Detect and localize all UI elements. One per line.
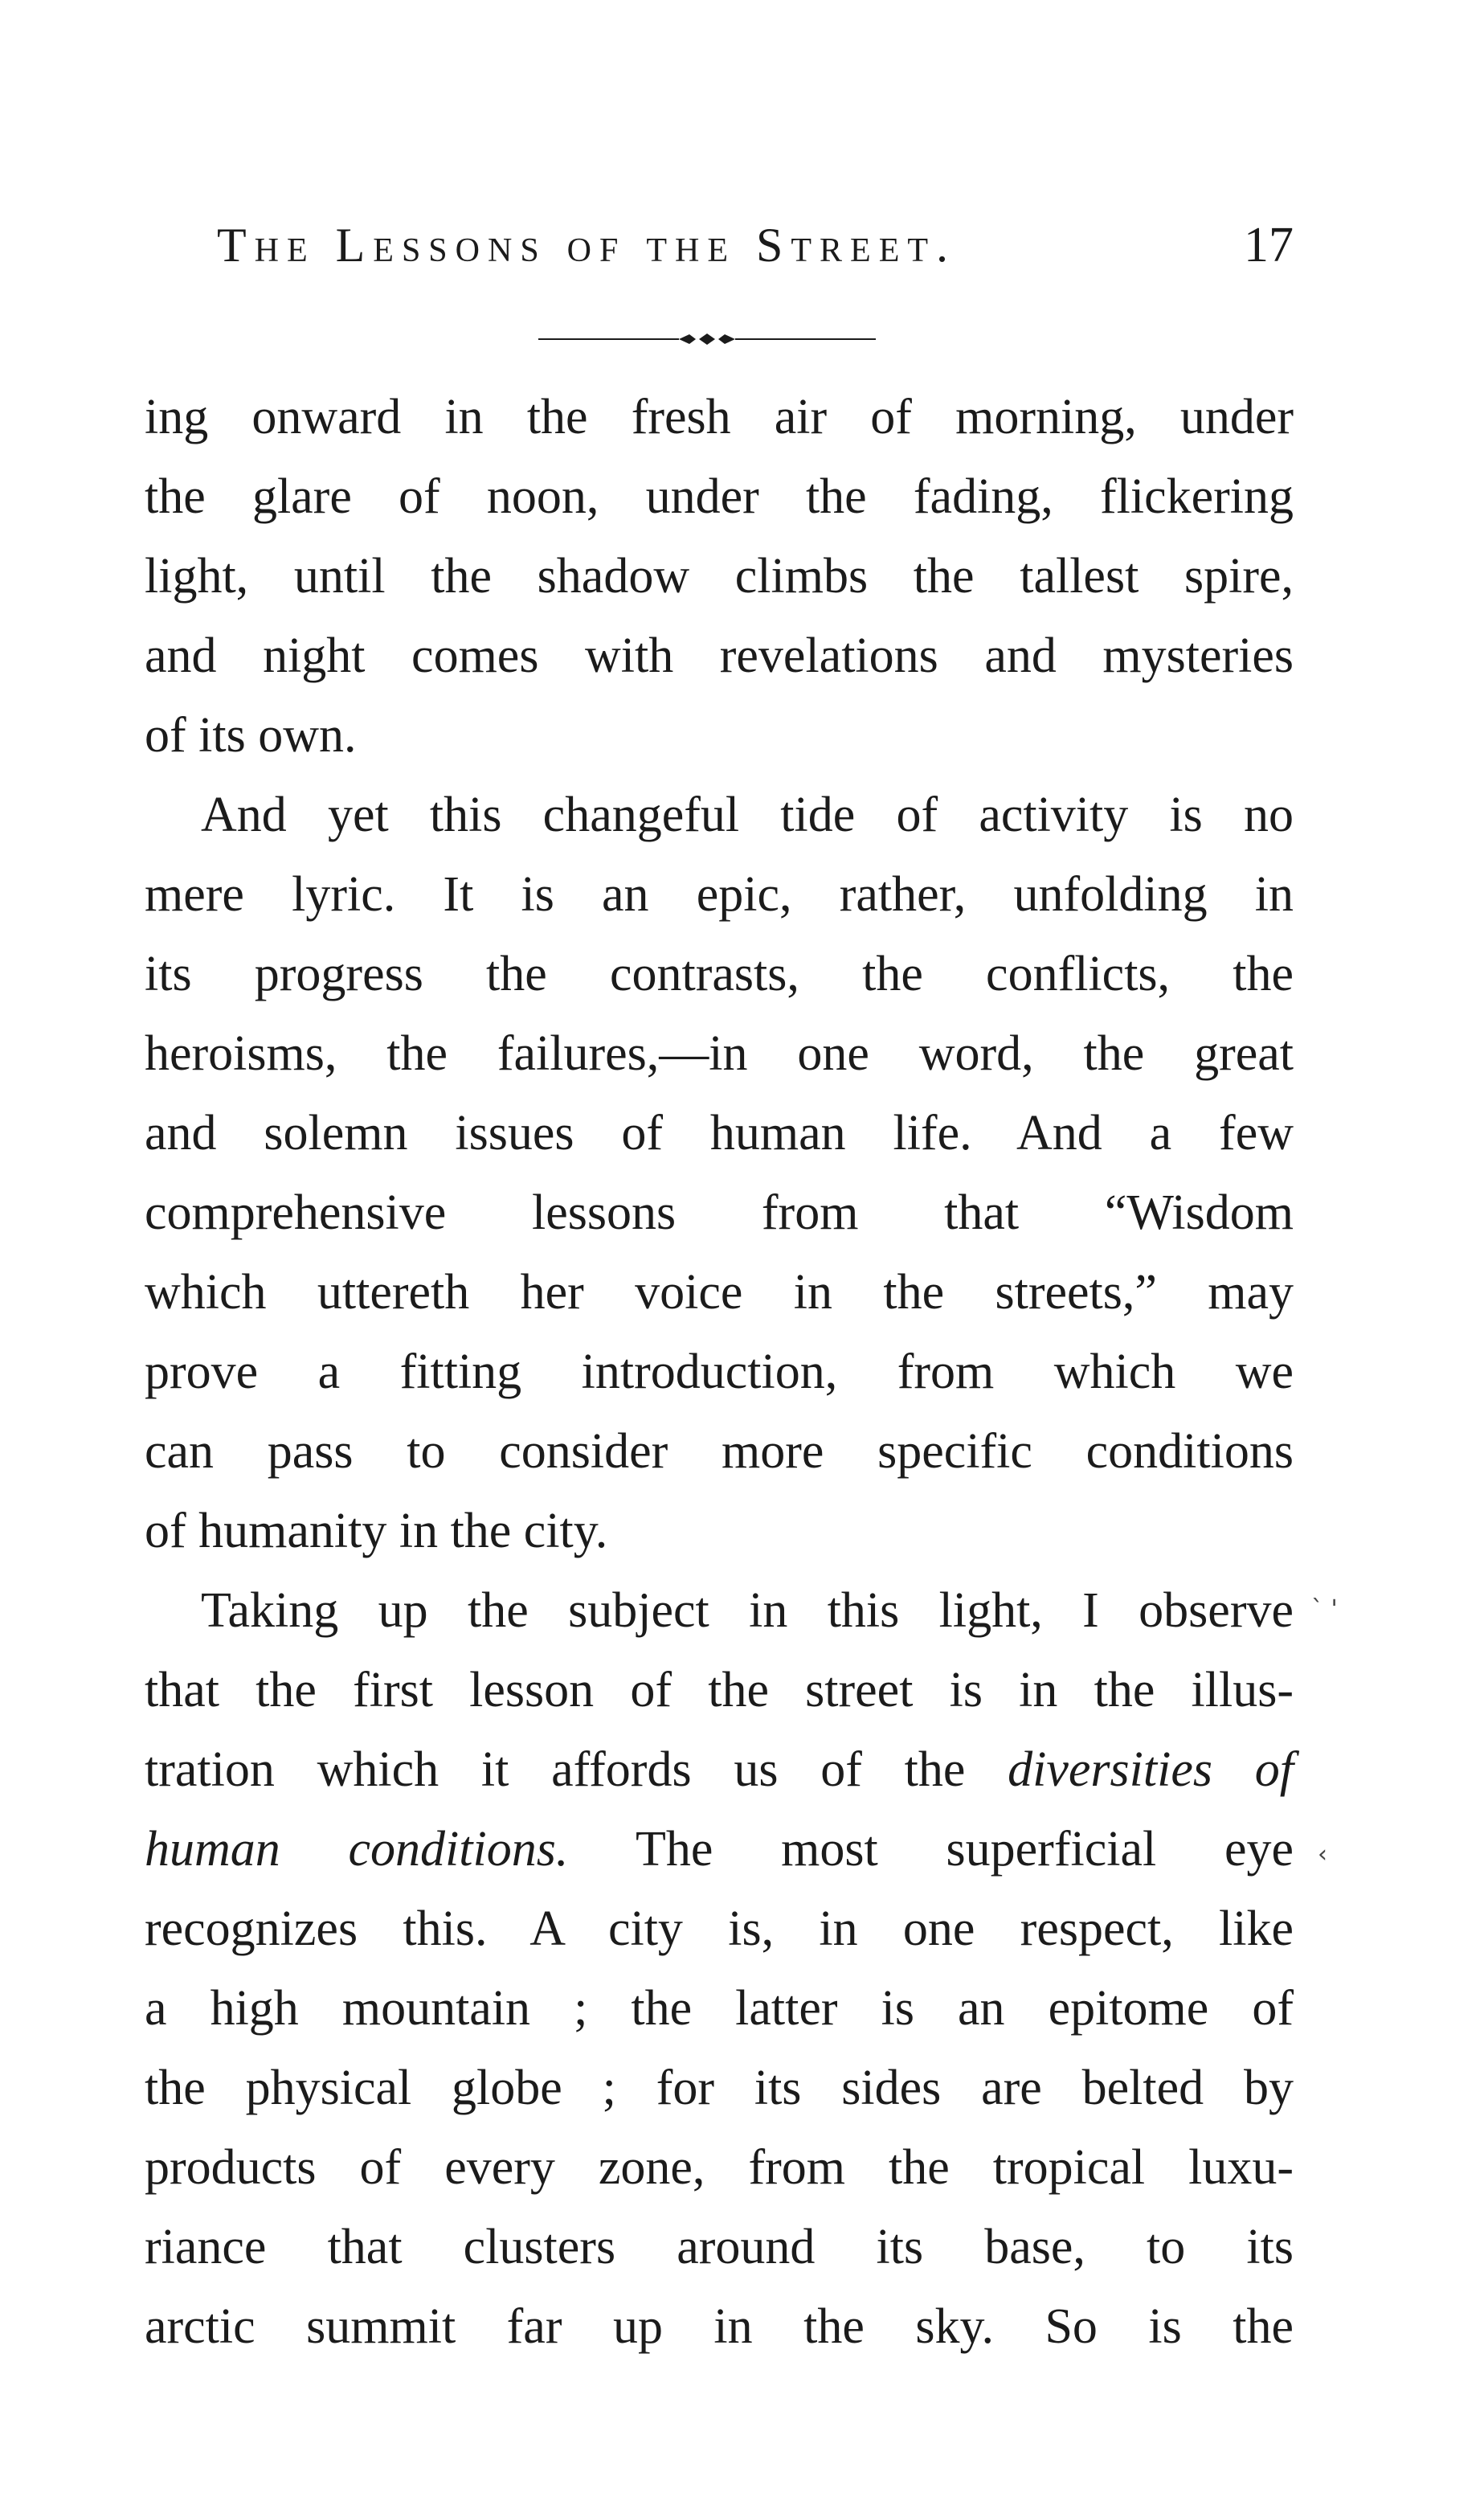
header-ornament-rule	[538, 331, 876, 347]
text-line: heroisms, the failures,—in one word, the great	[145, 1026, 1294, 1081]
running-head	[217, 217, 1294, 274]
text-line: comprehensive lessons from that “Wisdom	[145, 1185, 1294, 1240]
text-line: its progress the contrasts, the conflicts, the	[145, 947, 1294, 1001]
text-line: riance that clusters around its base, to its	[145, 2220, 1294, 2274]
margin-speck: ‹	[1318, 1840, 1327, 1869]
text-line: of its own.	[145, 708, 357, 763]
running-head-title: The Lessons of the Street.	[217, 219, 957, 272]
text-line: the glare of noon, under the fading, flickering	[145, 469, 1294, 524]
text-segment: The most superficial eye	[568, 1822, 1294, 1877]
text-line: prove a fitting introduction, from which we	[145, 1345, 1294, 1399]
margin-speck: ` '	[1311, 1595, 1338, 1623]
text-segment: tration which it affords us of the	[145, 1742, 1008, 1797]
text-line: ing onward in the fresh air of morning, under	[145, 390, 1294, 444]
text-line-mixed	[145, 1730, 1294, 1810]
text-line: and solemn issues of human life. And a few	[145, 1106, 1294, 1160]
body-text	[145, 378, 1294, 2367]
text-line: mere lyric. It is an epic, rather, unfolding in	[145, 867, 1294, 922]
text-line: products of every zone, from the tropical luxu-	[145, 2140, 1294, 2195]
text-line: the physical globe ; for its sides are belted by	[145, 2061, 1294, 2115]
text-line: can pass to consider more specific conditions	[145, 1424, 1294, 1479]
text-line-mixed	[145, 1810, 1294, 1889]
text-line: light, until the shadow climbs the tallest spire,	[145, 549, 1294, 604]
text-line: arctic summit far up in the sky. So is the	[145, 2299, 1294, 2354]
text-line: And yet this changeful tide of activity is no	[201, 788, 1294, 842]
paragraph-2	[145, 776, 1294, 1571]
text-line: recognizes this. A city is, in one respect, like	[145, 1901, 1294, 1956]
italic-phrase: diversities of	[1008, 1742, 1294, 1797]
italic-phrase: human conditions.	[145, 1822, 569, 1877]
paragraph-3	[145, 1571, 1294, 2367]
text-line: of humanity in the city.	[145, 1504, 608, 1558]
text-line: which uttereth her voice in the streets,” may	[145, 1265, 1294, 1320]
page-number: 17	[1244, 218, 1294, 272]
text-line: that the first lesson of the street is in the illus-	[145, 1663, 1294, 1717]
paragraph-1	[145, 378, 1294, 776]
text-line: a high mountain ; the latter is an epitome of	[145, 1981, 1294, 2036]
text-line: and night comes with revelations and mysteries	[145, 628, 1294, 683]
text-line: Taking up the subject in this light, I observe	[201, 1583, 1294, 1638]
